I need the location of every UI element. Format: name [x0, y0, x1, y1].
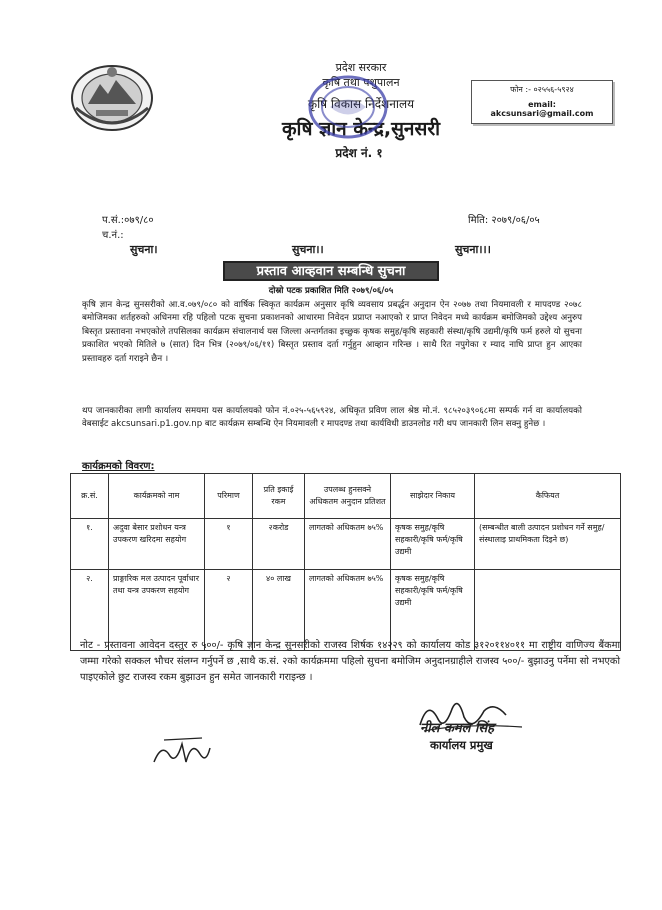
office-name: कृषि ज्ञान केन्द्र,सुनसरी: [281, 118, 441, 140]
header-directorate: कृषि विकास निर्देशनालय: [307, 97, 415, 111]
table-cell: (सम्बन्धीत बाली उत्पादन प्रशोधन गर्ने समुह/संस्थालाइ प्राथमिकता दिइने छ): [475, 519, 621, 570]
table-cell: लागतको अधिकतम ७५%: [305, 519, 391, 570]
notice-title: प्रस्ताव आव्हवान सम्बन्धि सुचना: [223, 261, 439, 281]
program-table: [70, 473, 621, 651]
province-name: प्रदेश नं. १: [335, 146, 383, 160]
publication-date: दोस्रो पटक प्रकाशित मिति २०७९/०६/०५: [268, 286, 394, 296]
column-header: साझेदार निकाय: [391, 474, 475, 519]
table-cell: १: [205, 519, 253, 570]
column-header: क्र.सं.: [71, 474, 109, 519]
initial-scribble-icon: [150, 734, 214, 768]
table-cell: १.: [71, 519, 109, 570]
table-cell: २: [205, 570, 253, 651]
contact-phone: फोन :- ०२५५६-५९२४: [510, 85, 574, 94]
signatory-name: नील कमल सिंह: [420, 721, 495, 736]
table-header-row: [71, 474, 621, 519]
notice-label-3: सुचना।।।: [455, 243, 491, 256]
contact-box: [471, 80, 613, 124]
column-header: प्रति इकाई रकम: [253, 474, 305, 519]
table-cell: लागतको अधिकतम ७५%: [305, 570, 391, 651]
table-cell: २.: [71, 570, 109, 651]
program-heading: कार्यक्रमको विवरण:: [82, 461, 155, 472]
column-header: परिमाण: [205, 474, 253, 519]
column-header: कैफियत: [475, 474, 621, 519]
table-row: [71, 519, 621, 570]
column-header: उपलब्ध हुनसक्ने अधिकतम अनुदान प्रतिशत: [305, 474, 391, 519]
header-government: प्रदेश सरकार: [335, 61, 387, 74]
notice-label-1: सुचना।: [130, 243, 158, 256]
notice-date: मिति: २०७९/०६/०५: [468, 215, 540, 226]
notice-label-2: सुचना।।: [292, 243, 324, 256]
table-cell: कृषक समुह/कृषि सहकारी/कृषि फर्म/कृषि उद्यमी: [391, 519, 475, 570]
contact-email: email: akcsunsari@gmail.com: [490, 100, 594, 118]
table-cell: कृषक समुह/कृषि सहकारी/कृषि फर्म/कृषि उद्यमी: [391, 570, 475, 651]
reference-number: प.सं.:०७९/८०: [102, 215, 154, 226]
signatory-title: कार्यालय प्रमुख: [430, 738, 493, 752]
header-ministry: कृषि तथा पशुपालन: [322, 76, 400, 89]
dispatch-number: च.नं.:: [102, 230, 124, 241]
note-text: नोट - प्रस्तावना आवेदन दस्तुर रु ५००/- कृषि ज्ञान केन्द्र सुनसरीको राजस्व शिर्षक १४२२९ को कार्यालय कोड ३१२०११४०११ मा राष्ट्रीय वाणिज्य बैंकमा जम्मा गरेको सक्कल भौचर संलग्न गर्नुपर्ने छ ,साथै क.सं. २को कार्यक्रममा पहिलो सुचना बमोजिम अनुदानग्राहीले राजस्व ५००/- बुझाउनु पर्नेमा सो नभएको पाइएकोले छुट राजस्व रकम बुझाउन हुन समेत जानकारी गराइन्छ ।: [80, 640, 620, 683]
column-header: कार्यक्रमको नाम: [109, 474, 205, 519]
table-cell: अदुवा बेसार प्रशोधन यन्त्र उपकरण खरिदमा सहयोग: [109, 519, 205, 570]
paragraph-contact: थप जानकारीका लागी कार्यालय समयमा यस कार्यालयको फोन नं.०२५-५६५९२४, अधिकृत प्रविण लाल श्रेष्ठ मो.नं. ९८५२०३९०६८मा सम्पर्क गर्न वा कार्यालयको वेबसाईट akcsunsari.p1.gov.np बाट कार्यक्रम सम्बन्धि ऐन नियमावली र मापदण्ड तथा कार्यविधी डाउनलोड गरी थप जानकारी लिन सक्नु हुनेछ ।: [82, 406, 582, 430]
paragraph-main: कृषि ज्ञान केन्द्र सुनसरीको आ.व.०७९/०८० को वार्षिक स्विकृत कार्यक्रम अनुसार कृषि व्यवसाय प्रबर्द्धन अनुदान ऐन २०७७ तथा नियमावली र मापदण्ड २०७८ बमोजिमका शर्तहरुको अधिनमा रहि पहिलो पटक सुचना प्रकाशनको आधारमा निवेदन प्रप्राप्त नआएको र प्राप्त निवेदन मध्ये कार्यक्रम बमोजिमको उद्देश्य अनुरुप बिस्तृत प्रस्तावना नभएकोले तपसिलका कार्यक्रम संचालनार्थ यस जिल्ला अन्तर्गतका इच्छुक कृषक समुह/कृषि सहकारी संस्था/कृषि उद्यमी/कृषि फर्म हरुले यो सुचना प्रकाशित भएको मितिले ७ (सात) दिन भित्र (२०७९/०६/११) बिस्तृत प्रस्ताव दर्ता गर्नुहुन आव्हान गरिन्छ । साथै रित नपुगेका र म्याद नाघि प्राप्त हुन आएका प्रस्तावहरु दर्ता गराइने छैन ।: [82, 300, 582, 364]
table-cell: ४० लाख: [253, 570, 305, 651]
office-stamp-icon: [305, 72, 391, 142]
table-cell: २करोड: [253, 519, 305, 570]
table-cell: प्राङ्गारिक मल उत्पादन पूर्वाधार तथा यन्त्र उपकरण सहयोग: [109, 570, 205, 651]
